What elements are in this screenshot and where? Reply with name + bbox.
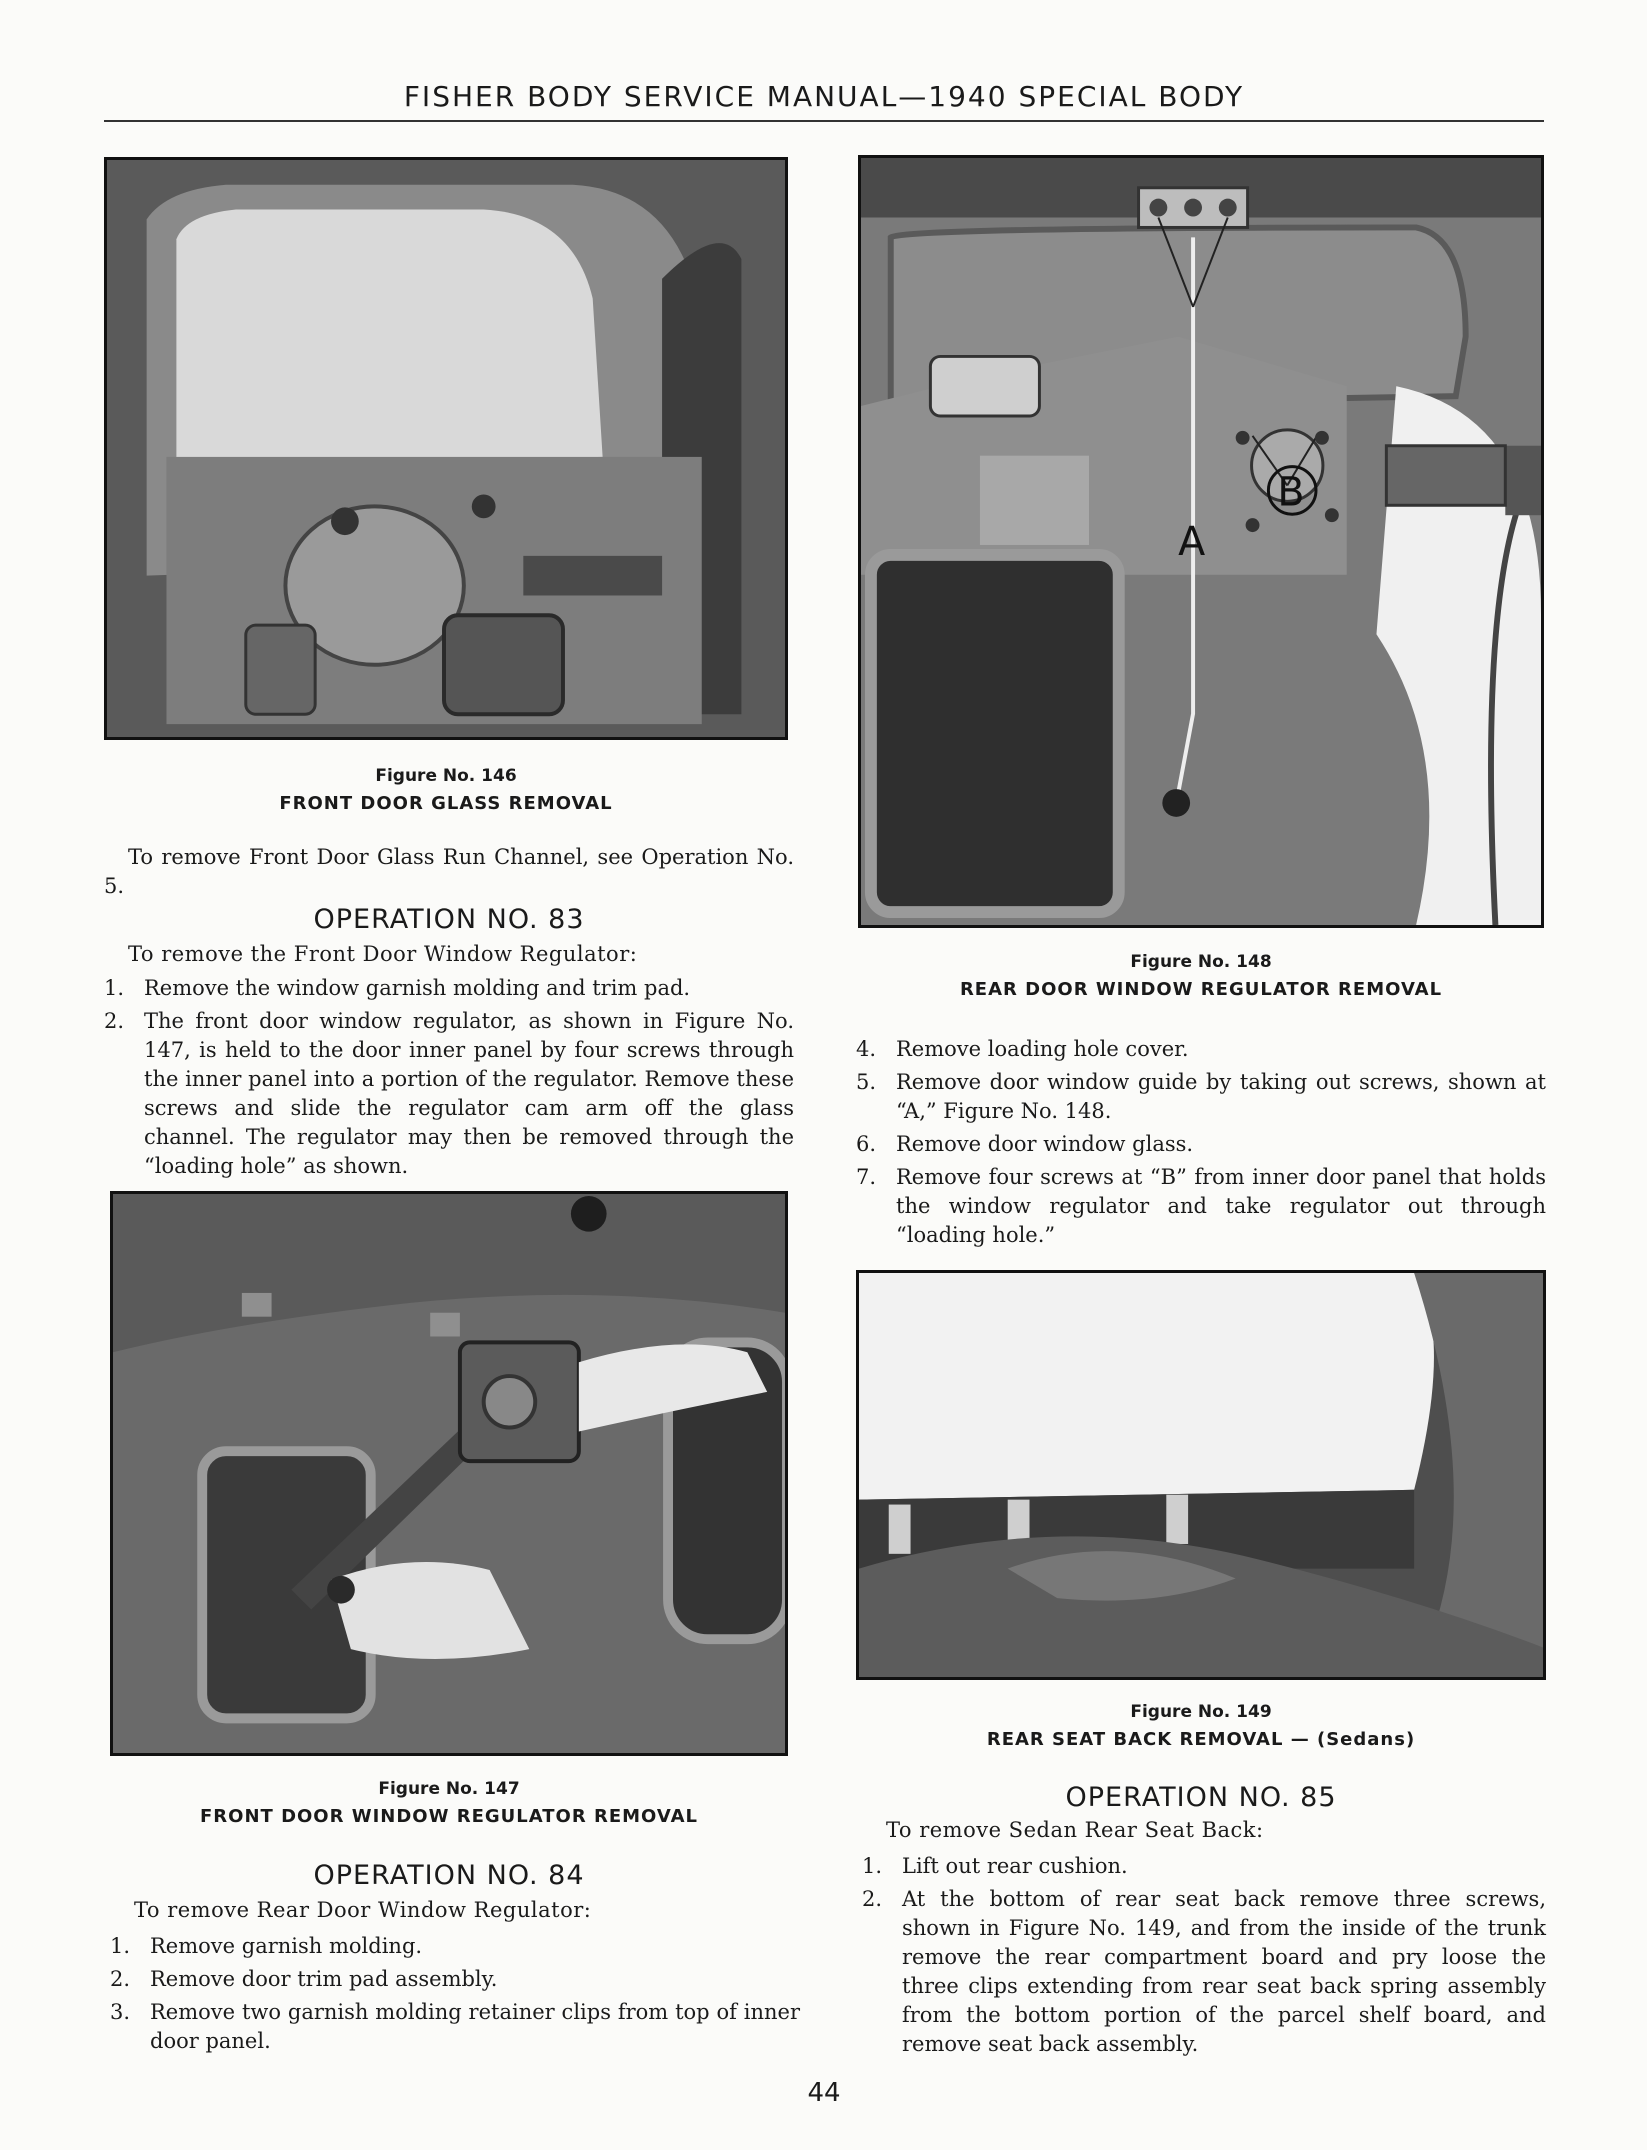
figure-148-caption [856,948,1546,1004]
operation-83-steps [104,974,794,1185]
step-number: 1. [104,976,125,1000]
step-number: 4. [856,1037,877,1061]
operation-84-heading: OPERATION NO. 84 [313,1860,585,1891]
step-text: Remove two garnish molding retainer clips from top of inner door panel. [150,2000,800,2053]
figure-147-title: FRONT DOOR WINDOW REGULATOR REMOVAL [200,1806,698,1827]
step-number: 3. [110,2000,131,2024]
list-item [862,1852,1546,1881]
figure-149-title: REAR SEAT BACK REMOVAL — (Sedans) [986,1729,1416,1750]
step-number: 5. [856,1070,877,1094]
step-text: Remove door trim pad assembly. [150,1967,498,1991]
list-item [110,1965,800,1994]
step-text: Remove the window garnish molding and trim pad. [144,976,691,1000]
figure-147-photo [110,1191,788,1756]
step-number: 7. [856,1165,877,1189]
step-number: 6. [856,1132,877,1156]
figure-147-number: Figure No. 147 [378,1779,520,1799]
list-item [104,974,794,1003]
manual-title: FISHER BODY SERVICE MANUAL—1940 SPECIAL BODY [403,80,1245,113]
page-number: 44 [807,2078,841,2108]
operation-83-heading: OPERATION NO. 83 [313,904,585,935]
step-text: Remove garnish molding. [150,1934,423,1958]
operation-84-intro: To remove Rear Door Window Regulator: [134,1898,592,1922]
list-item [110,1998,800,2056]
operation-84-steps [110,1932,800,2060]
step-number: 2. [862,1887,883,1911]
step-text: At the bottom of rear seat back remove three screws, shown in Figure No. 149, and from the inside of the trunk remove the rear compartment board and pry loose the three clips extending from rear seat back spring assembly from the bottom portion of the parcel shelf board, and remove seat back assembly. [902,1887,1546,2056]
figure-148-title: REAR DOOR WINDOW REGULATOR REMOVAL [959,979,1443,1000]
step-number: 2. [110,1967,131,1991]
figure-148-photo [858,155,1544,928]
step-text: Lift out rear cushion. [902,1854,1128,1878]
step-text: The front door window regulator, as shown in Figure No. 147, is held to the door inner panel by four screws through the inner panel into a portion of the regulator. Remove these screws and slide the regulator cam arm off the glass channel. The regulator may then be removed through the “loading hole” as shown. [144,1009,794,1178]
step-number: 2. [104,1009,125,1033]
figure-146-photo [104,157,788,740]
step-text: Remove door window guide by taking out screws, shown at “A,” Figure No. 148. [896,1070,1546,1123]
list-item [110,1932,800,1961]
operation-85-heading: OPERATION NO. 85 [1065,1782,1337,1813]
step-text: Remove loading hole cover. [896,1037,1189,1061]
page-header [104,80,1544,113]
figure-148-label-a: A [1178,518,1206,565]
list-item [104,1007,794,1181]
figure-146-caption [104,762,788,818]
header-rule [104,120,1544,122]
figure-147-caption [104,1775,794,1831]
figure-148-label-b: B [1277,469,1305,516]
figure-149-number: Figure No. 149 [1130,1702,1272,1722]
list-item [856,1035,1546,1064]
step-text: Remove four screws at “B” from inner door panel that holds the window regulator and take regulator out through “loading hole.” [896,1165,1546,1247]
list-item [862,1885,1546,2059]
step-number: 1. [110,1934,131,1958]
operation-85-steps [862,1852,1546,2063]
list-item [856,1163,1546,1250]
figure-149-photo [856,1270,1546,1680]
figure-149-caption [856,1698,1546,1754]
list-item [856,1068,1546,1126]
glass-run-channel-note: To remove Front Door Glass Run Channel, see Operation No. 5. [104,845,794,898]
operation-85-intro: To remove Sedan Rear Seat Back: [886,1818,1264,1842]
figure-146-title: FRONT DOOR GLASS REMOVAL [279,793,613,814]
step-text: Remove door window glass. [896,1132,1194,1156]
operation-84-steps-continued [856,1035,1546,1254]
figure-148-number: Figure No. 148 [1130,952,1272,972]
step-number: 1. [862,1854,883,1878]
figure-146-number: Figure No. 146 [375,766,517,786]
list-item [856,1130,1546,1159]
operation-83-intro: To remove the Front Door Window Regulator: [128,942,638,966]
